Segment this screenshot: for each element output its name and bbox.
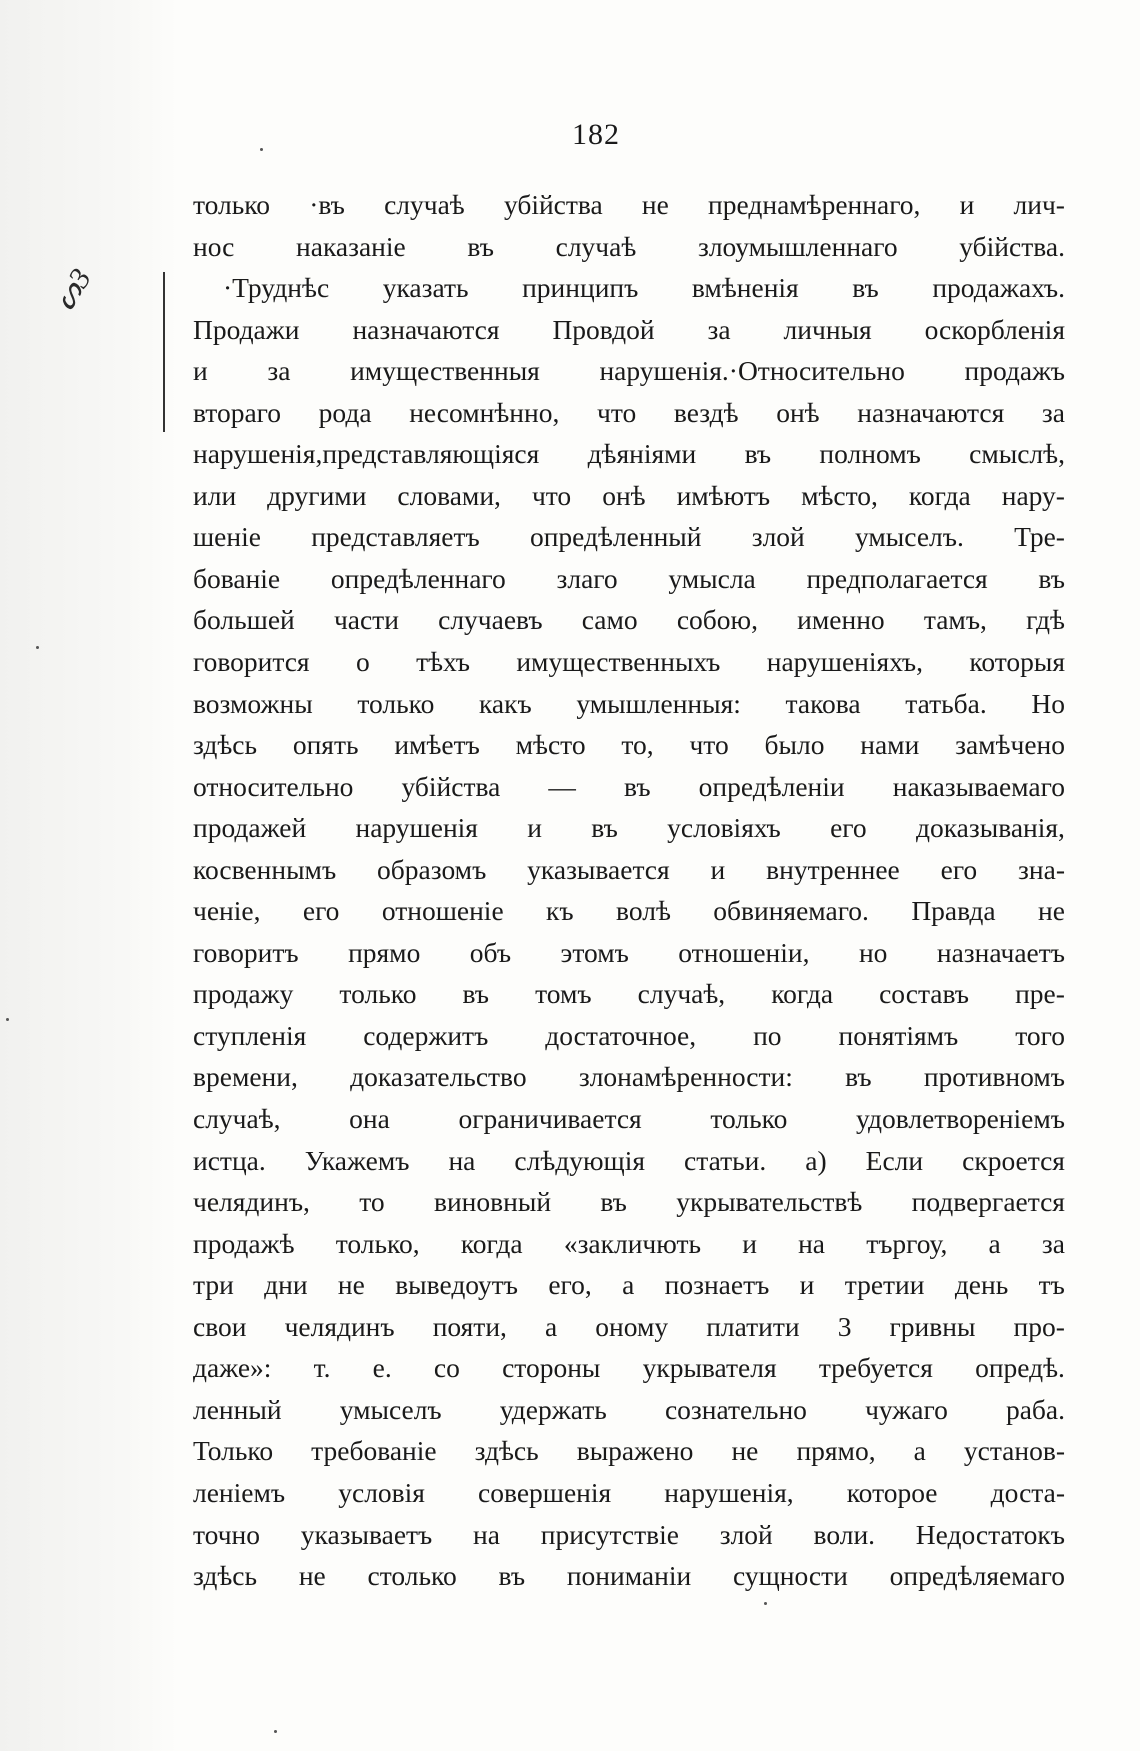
word: нос: [193, 230, 235, 262]
word: и: [959, 189, 975, 220]
word: 3: [837, 1310, 852, 1342]
word: на: [798, 1227, 826, 1259]
word: гривны: [889, 1310, 976, 1342]
word: убійства.: [959, 230, 1065, 262]
text-line: [193, 433, 1065, 475]
word: указываетъ: [300, 1518, 433, 1550]
word: или: [193, 479, 237, 511]
word: тѣхъ: [416, 646, 470, 678]
text-line: [193, 1098, 1065, 1140]
word: злой: [719, 1518, 773, 1550]
text-line: [193, 1223, 1065, 1265]
word: о: [355, 646, 370, 678]
word: только,: [335, 1227, 420, 1259]
scan-speck: [260, 148, 263, 151]
word: доказыванія,: [915, 812, 1065, 844]
word: точно: [193, 1518, 260, 1550]
word: продажахъ.: [932, 272, 1065, 304]
word: какъ: [478, 687, 532, 719]
word: части: [333, 604, 399, 636]
word: говорится: [193, 646, 310, 678]
word: опредѣленіи: [698, 770, 845, 802]
word: оному: [595, 1310, 669, 1342]
text-line: [193, 184, 1065, 226]
word: составъ: [879, 978, 970, 1010]
word: умыселъ: [339, 1393, 442, 1425]
word: а: [622, 1269, 635, 1301]
word: словами,: [397, 479, 501, 511]
text-line: [193, 1472, 1065, 1514]
word: не: [337, 1269, 365, 1301]
word: само: [581, 604, 638, 636]
word: назначаются: [857, 396, 1005, 428]
word: которое: [846, 1476, 938, 1508]
text-line: [193, 641, 1065, 683]
word: ленный: [193, 1393, 282, 1425]
word: продажу: [193, 978, 294, 1010]
word: подвергается: [911, 1186, 1065, 1218]
text-line: [193, 973, 1065, 1015]
word: ·Труднѣс: [223, 272, 330, 304]
word: сущности: [732, 1560, 848, 1592]
word: его: [940, 853, 978, 885]
word: убійства: [503, 189, 603, 220]
text-line: [193, 766, 1065, 808]
word: не: [731, 1435, 759, 1467]
word: на: [473, 1518, 500, 1550]
word: Продажи: [193, 313, 300, 345]
word: имущественныя: [350, 355, 540, 387]
text-line: [193, 392, 1065, 434]
word: указать: [382, 272, 469, 304]
word: что: [689, 729, 729, 761]
word: въ: [467, 230, 494, 262]
word: нарушенія.·Относительно: [599, 355, 905, 387]
text-line: [193, 683, 1065, 725]
word: прямо,: [796, 1435, 876, 1467]
text-line: [193, 1555, 1065, 1597]
word: случаѣ: [384, 189, 465, 220]
word: злой: [751, 521, 805, 553]
text-line: [193, 350, 1065, 392]
scan-speck: [764, 1602, 767, 1605]
scan-speck: [6, 1018, 9, 1021]
word: образомъ: [377, 853, 487, 885]
word: пониманіи: [566, 1560, 692, 1592]
word: къ: [546, 895, 574, 927]
word: раба.: [1005, 1393, 1065, 1425]
word: только: [710, 1103, 788, 1135]
word: вмѣненія: [691, 272, 799, 304]
text-line: [193, 1015, 1065, 1057]
word: стороны: [502, 1352, 601, 1384]
word: понятіямъ: [838, 1019, 959, 1051]
word: даже»:: [193, 1352, 272, 1384]
word: не: [1038, 895, 1065, 927]
word: онѣ: [776, 396, 820, 428]
binding-shadow: [0, 0, 178, 1751]
word: и: [799, 1269, 815, 1301]
text-line: [193, 724, 1065, 766]
word: говоритъ: [193, 936, 299, 968]
word: т.: [313, 1352, 331, 1384]
word: когда: [771, 978, 834, 1010]
word: по: [753, 1019, 782, 1051]
word: и: [527, 812, 542, 844]
word: за: [707, 313, 731, 345]
word: его,: [548, 1269, 592, 1301]
text-line: [193, 516, 1065, 558]
word: его: [830, 812, 867, 844]
word: леніемъ: [193, 1476, 286, 1508]
word: не: [641, 189, 669, 220]
word: когда: [908, 479, 971, 511]
word: случаѣ: [555, 230, 637, 262]
word: онѣ: [602, 479, 646, 511]
margin-note: ᔕ3: [47, 263, 98, 316]
word: возможны: [193, 687, 313, 719]
word: ступленія: [193, 1019, 307, 1051]
word: несомнѣнно,: [409, 396, 560, 428]
word: условіяхъ: [667, 812, 781, 844]
word: нарушенія,представляющіяся: [193, 438, 540, 470]
text-line: [193, 558, 1065, 600]
scan-speck: [274, 1730, 277, 1733]
word: въ: [591, 812, 618, 844]
word: тамъ,: [923, 604, 987, 636]
word: нами: [860, 729, 920, 761]
word: пояти,: [432, 1310, 507, 1342]
word: представляетъ: [311, 521, 480, 553]
word: того: [1015, 1019, 1065, 1051]
text-line: [193, 1181, 1065, 1223]
word: только: [339, 978, 417, 1010]
word: дни: [264, 1269, 308, 1301]
word: совершенія: [478, 1476, 612, 1508]
word: имѣютъ: [676, 479, 771, 511]
word: ·въ: [309, 189, 345, 220]
word: только: [193, 189, 271, 220]
text-line: [193, 309, 1065, 351]
text-line: [193, 932, 1065, 974]
word: доста-: [990, 1476, 1065, 1508]
text-line: [193, 890, 1065, 932]
word: лич-: [1013, 189, 1065, 220]
word: шеніе: [193, 521, 261, 553]
word: имущественныхъ: [516, 646, 721, 678]
margin-bar: [163, 272, 165, 432]
word: е.: [372, 1352, 392, 1384]
text-line: [193, 1389, 1065, 1431]
word: въ: [744, 438, 772, 470]
word: три: [193, 1269, 234, 1301]
word: слѣдующія: [514, 1144, 646, 1176]
word: и: [742, 1227, 757, 1259]
word: объ: [469, 936, 512, 968]
word: търгоу,: [866, 1227, 948, 1259]
scan-speck: [36, 646, 39, 649]
word: которыя: [969, 646, 1065, 678]
word: злонамѣренности:: [578, 1061, 793, 1093]
word: чужаго: [865, 1393, 948, 1425]
word: рода: [318, 396, 372, 428]
word: Если: [865, 1144, 924, 1176]
word: про-: [1013, 1310, 1065, 1342]
word: Провдой: [552, 313, 655, 345]
text-line: [193, 849, 1065, 891]
word: ограничивается: [458, 1103, 642, 1135]
text-line: [193, 1514, 1065, 1556]
word: указывается: [527, 853, 670, 885]
word: столько: [367, 1560, 457, 1592]
word: со: [433, 1352, 460, 1384]
word: за: [267, 355, 291, 387]
word: день: [954, 1269, 1009, 1301]
word: бованіе: [193, 562, 281, 594]
word: въ: [845, 1061, 872, 1093]
word: полномъ: [819, 438, 921, 470]
word: въ: [852, 272, 879, 304]
text-line: [193, 226, 1065, 268]
word: за: [1041, 396, 1065, 428]
word: что: [597, 396, 637, 428]
text-line: [193, 1140, 1065, 1182]
word: истца.: [193, 1144, 266, 1176]
word: «закличють: [563, 1227, 702, 1259]
word: внутреннее: [766, 853, 900, 885]
word: а: [913, 1435, 926, 1467]
word: относительно: [193, 770, 354, 802]
text-line: [193, 1306, 1065, 1348]
word: его: [302, 895, 340, 927]
word: вездѣ: [673, 396, 739, 428]
word: а: [988, 1227, 1001, 1259]
word: такова: [785, 687, 861, 719]
word: отношеніе: [381, 895, 504, 927]
word: установ-: [963, 1435, 1065, 1467]
word: обвиняемаго.: [713, 895, 869, 927]
word: имѣетъ: [394, 729, 480, 761]
word: именно: [797, 604, 885, 636]
text-line: [193, 1347, 1065, 1389]
word: случаевъ: [438, 604, 543, 636]
word: здѣсь: [474, 1435, 539, 1467]
word: только: [357, 687, 435, 719]
word: умышленныя:: [576, 687, 741, 719]
word: то: [359, 1186, 385, 1218]
word: случаѣ,: [193, 1103, 281, 1135]
word: этомъ: [560, 936, 629, 968]
word: укрывательствѣ: [676, 1186, 863, 1218]
text-line: [193, 599, 1065, 641]
word: зна-: [1018, 853, 1065, 885]
word: смыслѣ,: [969, 438, 1065, 470]
word: личныя: [783, 313, 872, 345]
text-line: [193, 475, 1065, 517]
word: виновный: [433, 1186, 552, 1218]
word: —: [548, 770, 576, 802]
word: челядинъ,: [193, 1186, 310, 1218]
word: Но: [1031, 687, 1065, 719]
word: принципъ: [522, 272, 639, 304]
word: выведоутъ: [395, 1269, 518, 1301]
word: опредѣленный: [529, 521, 702, 553]
word: тъ: [1038, 1269, 1065, 1301]
word: присутствіе: [540, 1518, 679, 1550]
word: случаѣ,: [637, 978, 726, 1010]
word: злоумышленнаго: [697, 230, 898, 262]
word: укрывателя: [642, 1352, 777, 1384]
word: здѣсь: [193, 1560, 258, 1592]
word: волѣ: [616, 895, 671, 927]
word: продажъ: [964, 355, 1065, 387]
word: требуется: [818, 1352, 933, 1384]
word: здѣсь: [193, 729, 258, 761]
text-line: [193, 807, 1065, 849]
word: было: [764, 729, 825, 761]
word: прямо: [348, 936, 421, 968]
word: пре-: [1015, 978, 1065, 1010]
word: опредѣляемаго: [889, 1560, 1065, 1592]
word: продажѣ: [193, 1227, 295, 1259]
word: въ: [498, 1560, 526, 1592]
word: предполагается: [806, 562, 988, 594]
word: нарушенія: [355, 812, 478, 844]
word: въ: [600, 1186, 627, 1218]
text-line: [193, 267, 1065, 309]
word: когда: [460, 1227, 523, 1259]
word: скроется: [962, 1144, 1065, 1176]
word: большей: [193, 604, 295, 636]
word: мѣсто,: [801, 479, 878, 511]
word: условія: [338, 1476, 425, 1508]
word: челядинъ: [284, 1310, 395, 1342]
word: а): [805, 1144, 827, 1176]
word: татьба.: [905, 687, 987, 719]
word: доказательство: [350, 1061, 527, 1093]
word: она: [349, 1103, 390, 1135]
word: выражено: [576, 1435, 694, 1467]
word: косвеннымъ: [193, 853, 337, 885]
word: опять: [292, 729, 359, 761]
word: времени,: [193, 1061, 298, 1093]
word: въ: [462, 978, 490, 1010]
word: Правда: [911, 895, 996, 927]
word: требованіе: [311, 1435, 437, 1467]
text-line: [193, 1264, 1065, 1306]
word: сознательно: [664, 1393, 807, 1425]
word: оскорбленія: [924, 313, 1065, 345]
word: умысла: [668, 562, 756, 594]
word: умыселъ.: [855, 521, 964, 553]
word: замѣчено: [955, 729, 1065, 761]
word: а: [544, 1310, 558, 1342]
word: Тре-: [1014, 521, 1065, 553]
word: назначаются: [352, 313, 500, 345]
word: статьи.: [684, 1144, 767, 1176]
word: томъ: [535, 978, 592, 1010]
word: и: [710, 853, 726, 885]
word: опредѣ.: [975, 1352, 1065, 1384]
word: втораго: [193, 396, 282, 428]
word: въ: [624, 770, 651, 802]
word: мѣсто: [515, 729, 586, 761]
word: продажей: [193, 812, 307, 844]
word: наказываемаго: [892, 770, 1065, 802]
word: опредѣленнаго: [330, 562, 506, 594]
word: назначаетъ: [936, 936, 1065, 968]
word: но: [858, 936, 888, 968]
word: третии: [844, 1269, 925, 1301]
word: что: [531, 479, 572, 511]
word: Укажемъ: [304, 1144, 410, 1176]
word: за: [1041, 1227, 1065, 1259]
word: наказаніе: [296, 230, 406, 262]
word: Недостатокъ: [915, 1518, 1065, 1550]
word: познаетъ: [664, 1269, 770, 1301]
word: въ: [1038, 562, 1065, 594]
word: нарушеніяхъ,: [766, 646, 923, 678]
word: собою,: [676, 604, 758, 636]
word: отношеніи,: [678, 936, 810, 968]
page-number: 182: [572, 118, 620, 151]
word: платити: [706, 1310, 800, 1342]
text-line: [193, 1056, 1065, 1098]
word: Только: [193, 1435, 274, 1467]
word: и: [193, 355, 208, 387]
word: другими: [267, 479, 367, 511]
text-line: [193, 1430, 1065, 1472]
word: содержитъ: [363, 1019, 489, 1051]
word: злаго: [556, 562, 618, 594]
word: дѣяніями: [587, 438, 697, 470]
word: достаточное,: [545, 1019, 697, 1051]
word: удовлетвореніемъ: [855, 1103, 1065, 1135]
word: ченіе,: [193, 895, 261, 927]
body-text: [193, 184, 1065, 1597]
word: свои: [193, 1310, 247, 1342]
word: нару-: [1001, 479, 1065, 511]
word: убійства: [401, 770, 501, 802]
word: то,: [621, 729, 654, 761]
word: гдѣ: [1026, 604, 1065, 636]
word: противномъ: [923, 1061, 1065, 1093]
word: преднамѣреннаго,: [708, 189, 921, 220]
word: нарушенія,: [664, 1476, 794, 1508]
word: воли.: [813, 1518, 876, 1550]
word: на: [448, 1144, 476, 1176]
word: не: [298, 1560, 326, 1592]
word: удержать: [499, 1393, 607, 1425]
